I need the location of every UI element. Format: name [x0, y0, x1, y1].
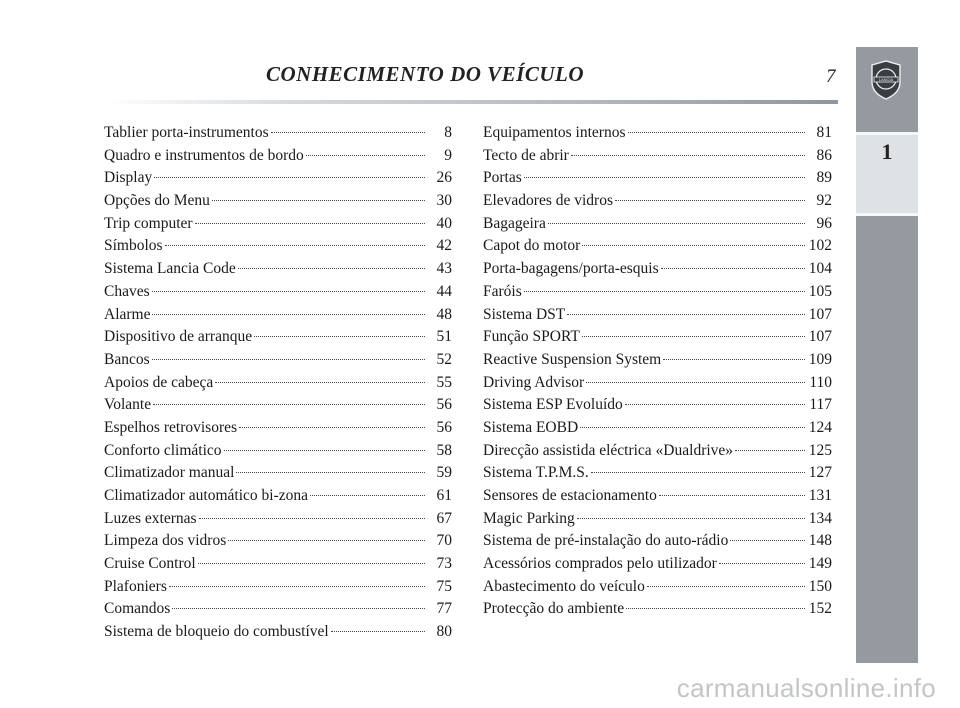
- toc-entry[interactable]: [104, 304, 452, 327]
- toc-entry-title: Opções do Menu: [104, 192, 210, 210]
- toc-leader-dots: [198, 563, 425, 564]
- toc-entry-title: Espelhos retrovisores: [104, 418, 238, 436]
- toc-entry-title: Tablier porta-instrumentos: [104, 124, 269, 141]
- toc-entry[interactable]: [104, 598, 452, 621]
- toc-leader-dots: [212, 200, 425, 201]
- header-divider: [104, 100, 838, 104]
- toc-entry[interactable]: [104, 122, 452, 145]
- toc-leader-dots: [310, 495, 425, 496]
- toc-entry-title: Apoios de cabeça: [104, 373, 214, 391]
- toc-entry-page: 131: [808, 487, 832, 504]
- toc-leader-dots: [577, 518, 805, 519]
- toc-entry-page: 75: [436, 577, 452, 595]
- toc-leader-dots: [306, 155, 425, 156]
- toc-entry-page: 150: [808, 577, 832, 595]
- toc-entry-page: 110: [809, 373, 832, 391]
- toc-entry-title: Acessórios comprados pelo utilizador: [483, 555, 717, 573]
- toc-leader-dots: [331, 631, 425, 632]
- toc-entry[interactable]: [483, 440, 832, 463]
- toc-entry-title: Equipamentos internos: [483, 124, 626, 141]
- toc-entry-title: Portas: [483, 169, 522, 187]
- toc-leader-dots: [548, 223, 805, 224]
- toc-entry-page: 152: [808, 600, 832, 618]
- toc-entry-page: 40: [436, 214, 452, 232]
- toc-entry[interactable]: [483, 190, 832, 213]
- toc-leader-dots: [567, 314, 805, 315]
- toc-entry-title: Sistema de pré-instalação do auto-rádio: [483, 532, 729, 550]
- toc-entry-page: 127: [808, 464, 832, 482]
- toc-entry[interactable]: [483, 553, 832, 576]
- chapter-side-tab: [856, 47, 918, 663]
- toc-entry-title: Sensores de estacionamento: [483, 487, 657, 504]
- toc-entry-page: 148: [808, 532, 832, 550]
- toc-leader-dots: [524, 177, 805, 178]
- toc-entry[interactable]: [483, 167, 832, 190]
- toc-entry[interactable]: [483, 485, 832, 508]
- toc-entry[interactable]: [483, 576, 832, 599]
- toc-entry-page: 92: [816, 192, 832, 210]
- toc-entry-title: Elevadores de vidros: [483, 192, 613, 210]
- toc-entry-title: Porta-bagagens/porta-esquis: [483, 260, 659, 278]
- toc-entry[interactable]: [104, 190, 452, 213]
- toc-entry-page: 42: [436, 237, 452, 255]
- toc-leader-dots: [582, 245, 805, 246]
- toc-leader-dots: [625, 404, 805, 405]
- toc-entry[interactable]: [104, 213, 452, 236]
- toc-entry-title: Dispositivo de arranque: [104, 328, 253, 346]
- toc-entry-title: Comandos: [104, 600, 171, 618]
- toc-left-column: [104, 122, 452, 644]
- toc-entry-title: Display: [104, 169, 153, 187]
- toc-entry[interactable]: [104, 394, 452, 417]
- toc-entry-title: Conforto climático: [104, 441, 222, 459]
- toc-entry[interactable]: [483, 394, 832, 417]
- toc-entry-title: Função SPORT: [483, 328, 580, 346]
- toc-entry-page: 55: [436, 373, 452, 391]
- toc-entry-title: Protecção do ambiente: [483, 600, 625, 618]
- toc-leader-dots: [571, 155, 805, 156]
- toc-entry[interactable]: [104, 167, 452, 190]
- toc-leader-dots: [582, 336, 805, 337]
- toc-entry[interactable]: [104, 621, 452, 644]
- toc-leader-dots: [239, 427, 425, 428]
- toc-leader-dots: [626, 608, 805, 609]
- toc-leader-dots: [236, 472, 425, 473]
- toc-right-column: [483, 122, 832, 621]
- toc-entry[interactable]: [104, 417, 452, 440]
- toc-leader-dots: [254, 336, 425, 337]
- toc-entry-page: 96: [816, 214, 832, 232]
- toc-entry-page: 43: [436, 260, 452, 278]
- svg-text:LANCIA: LANCIA: [878, 77, 894, 83]
- toc-leader-dots: [730, 540, 805, 541]
- toc-entry-page: 51: [436, 328, 452, 346]
- toc-entry-title: Abastecimento do veículo: [483, 577, 645, 595]
- toc-leader-dots: [647, 586, 805, 587]
- toc-entry-page: 56: [436, 396, 452, 414]
- toc-entry-title: Bancos: [104, 350, 150, 368]
- toc-entry-page: 134: [808, 509, 832, 527]
- toc-leader-dots: [238, 268, 425, 269]
- toc-entry-title: Faróis: [483, 282, 522, 300]
- toc-entry-title: Sistema DST: [483, 305, 566, 323]
- toc-entry[interactable]: [104, 485, 452, 508]
- toc-leader-dots: [628, 132, 806, 133]
- toc-leader-dots: [586, 382, 805, 383]
- watermark: carmanualsonline.info: [676, 673, 936, 703]
- toc-entry-title: Climatizador automático bi-zona: [104, 487, 309, 504]
- toc-entry[interactable]: [104, 145, 452, 168]
- toc-entry-page: 26: [436, 169, 452, 187]
- toc-entry[interactable]: [483, 417, 832, 440]
- toc-leader-dots: [524, 291, 805, 292]
- toc-leader-dots: [271, 132, 425, 133]
- toc-entry[interactable]: [483, 326, 832, 349]
- toc-entry-title: Chaves: [104, 282, 150, 300]
- lancia-logo-icon: [869, 60, 903, 100]
- toc-leader-dots: [615, 200, 805, 201]
- toc-entry-page: 9: [444, 146, 452, 164]
- toc-entry-title: Luzes externas: [104, 509, 197, 527]
- toc-leader-dots: [228, 540, 425, 541]
- toc-entry-title: Alarme: [104, 305, 151, 323]
- toc-entry[interactable]: [104, 281, 452, 304]
- toc-entry-title: Sistema Lancia Code: [104, 260, 236, 278]
- toc-entry[interactable]: [483, 372, 832, 395]
- toc-entry-title: Limpeza dos vidros: [104, 532, 227, 550]
- toc-entry-title: Bagageira: [483, 214, 546, 232]
- toc-entry-page: 59: [436, 464, 452, 482]
- toc-entry-page: 86: [816, 146, 832, 164]
- toc-entry[interactable]: [483, 530, 832, 553]
- toc-leader-dots: [719, 563, 805, 564]
- toc-entry-page: 48: [436, 305, 452, 323]
- toc-entry-title: Sistema ESP Evoluído: [483, 396, 623, 414]
- toc-leader-dots: [224, 450, 425, 451]
- toc-entry[interactable]: [483, 508, 832, 531]
- toc-entry[interactable]: [483, 235, 832, 258]
- toc-entry-page: 77: [436, 600, 452, 618]
- toc-entry-page: 30: [436, 192, 452, 210]
- toc-entry-title: Tecto de abrir: [483, 146, 569, 164]
- toc-leader-dots: [152, 359, 425, 360]
- toc-entry[interactable]: [104, 349, 452, 372]
- toc-leader-dots: [659, 495, 805, 496]
- toc-entry-page: 67: [436, 509, 452, 527]
- toc-entry-page: 70: [436, 532, 452, 550]
- toc-entry[interactable]: [104, 440, 452, 463]
- toc-entry-page: 89: [816, 169, 832, 187]
- toc-leader-dots: [195, 223, 425, 224]
- toc-entry-page: 8: [444, 124, 452, 141]
- toc-entry-title: Cruise Control: [104, 555, 196, 573]
- toc-entry-page: 73: [436, 555, 452, 573]
- toc-entry[interactable]: [483, 598, 832, 621]
- toc-entry-page: 104: [808, 260, 832, 278]
- toc-leader-dots: [591, 472, 805, 473]
- toc-leader-dots: [199, 518, 425, 519]
- toc-entry[interactable]: [483, 281, 832, 304]
- toc-entry-page: 109: [808, 350, 832, 368]
- toc-leader-dots: [165, 245, 425, 246]
- toc-entry-page: 107: [808, 305, 832, 323]
- toc-entry[interactable]: [483, 462, 832, 485]
- toc-entry-page: 124: [808, 418, 832, 436]
- toc-entry[interactable]: [483, 122, 832, 145]
- toc-entry[interactable]: [104, 530, 452, 553]
- toc-entry-title: Sistema de bloqueio do combustível: [104, 623, 329, 641]
- toc-entry[interactable]: [483, 258, 832, 281]
- toc-entry-title: Volante: [104, 396, 152, 414]
- toc-entry-page: 56: [436, 418, 452, 436]
- toc-entry-title: Reactive Suspension System: [483, 350, 662, 368]
- toc-entry-title: Trip computer: [104, 214, 193, 232]
- toc-entry[interactable]: [104, 553, 452, 576]
- toc-entry-title: Driving Advisor: [483, 373, 585, 391]
- toc-entry-title: Plafoniers: [104, 577, 167, 595]
- toc-entry-page: 149: [808, 555, 832, 573]
- toc-entry-page: 117: [809, 396, 832, 414]
- toc-leader-dots: [215, 382, 425, 383]
- toc-entry-page: 61: [436, 487, 452, 504]
- toc-leader-dots: [153, 404, 425, 405]
- toc-entry[interactable]: [104, 258, 452, 281]
- toc-entry-page: 107: [808, 328, 832, 346]
- toc-leader-dots: [152, 291, 425, 292]
- toc-entry[interactable]: [104, 462, 452, 485]
- toc-entry-title: Direcção assistida eléctrica «Dualdrive»: [483, 441, 734, 459]
- toc-leader-dots: [172, 608, 425, 609]
- toc-leader-dots: [661, 268, 805, 269]
- toc-entry-title: Capot do motor: [483, 237, 581, 255]
- toc-entry[interactable]: [483, 304, 832, 327]
- toc-entry[interactable]: [104, 326, 452, 349]
- toc-entry[interactable]: [483, 145, 832, 168]
- toc-entry-page: 58: [436, 441, 452, 459]
- toc-entry[interactable]: [483, 349, 832, 372]
- toc-entry-page: 105: [808, 282, 832, 300]
- toc-entry-title: Quadro e instrumentos de bordo: [104, 146, 304, 164]
- toc-entry-title: Símbolos: [104, 237, 163, 255]
- toc-entry-title: Climatizador manual: [104, 464, 235, 482]
- toc-entry-page: 44: [436, 282, 452, 300]
- toc-leader-dots: [154, 177, 425, 178]
- toc-entry-title: Sistema EOBD: [483, 418, 579, 436]
- toc-leader-dots: [735, 450, 805, 451]
- toc-leader-dots: [169, 586, 425, 587]
- toc-leader-dots: [580, 427, 805, 428]
- toc-entry[interactable]: [483, 213, 832, 236]
- chapter-number: 1: [881, 139, 893, 164]
- toc-entry[interactable]: [104, 576, 452, 599]
- toc-entry-title: Sistema T.P.M.S.: [483, 464, 589, 482]
- toc-entry-page: 102: [808, 237, 832, 255]
- toc-entry[interactable]: [104, 372, 452, 395]
- toc-entry-page: 52: [436, 350, 452, 368]
- toc-entry[interactable]: [104, 235, 452, 258]
- toc-entry[interactable]: [104, 508, 452, 531]
- toc-entry-title: Magic Parking: [483, 509, 575, 527]
- page-title: CONHECIMENTO DO VEÍCULO: [266, 62, 584, 86]
- toc-leader-dots: [663, 359, 805, 360]
- toc-entry-page: 125: [808, 441, 832, 459]
- toc-entry-page: 80: [436, 623, 452, 641]
- page-number: 7: [826, 66, 836, 87]
- toc-leader-dots: [152, 314, 425, 315]
- toc-entry-page: 81: [816, 124, 832, 141]
